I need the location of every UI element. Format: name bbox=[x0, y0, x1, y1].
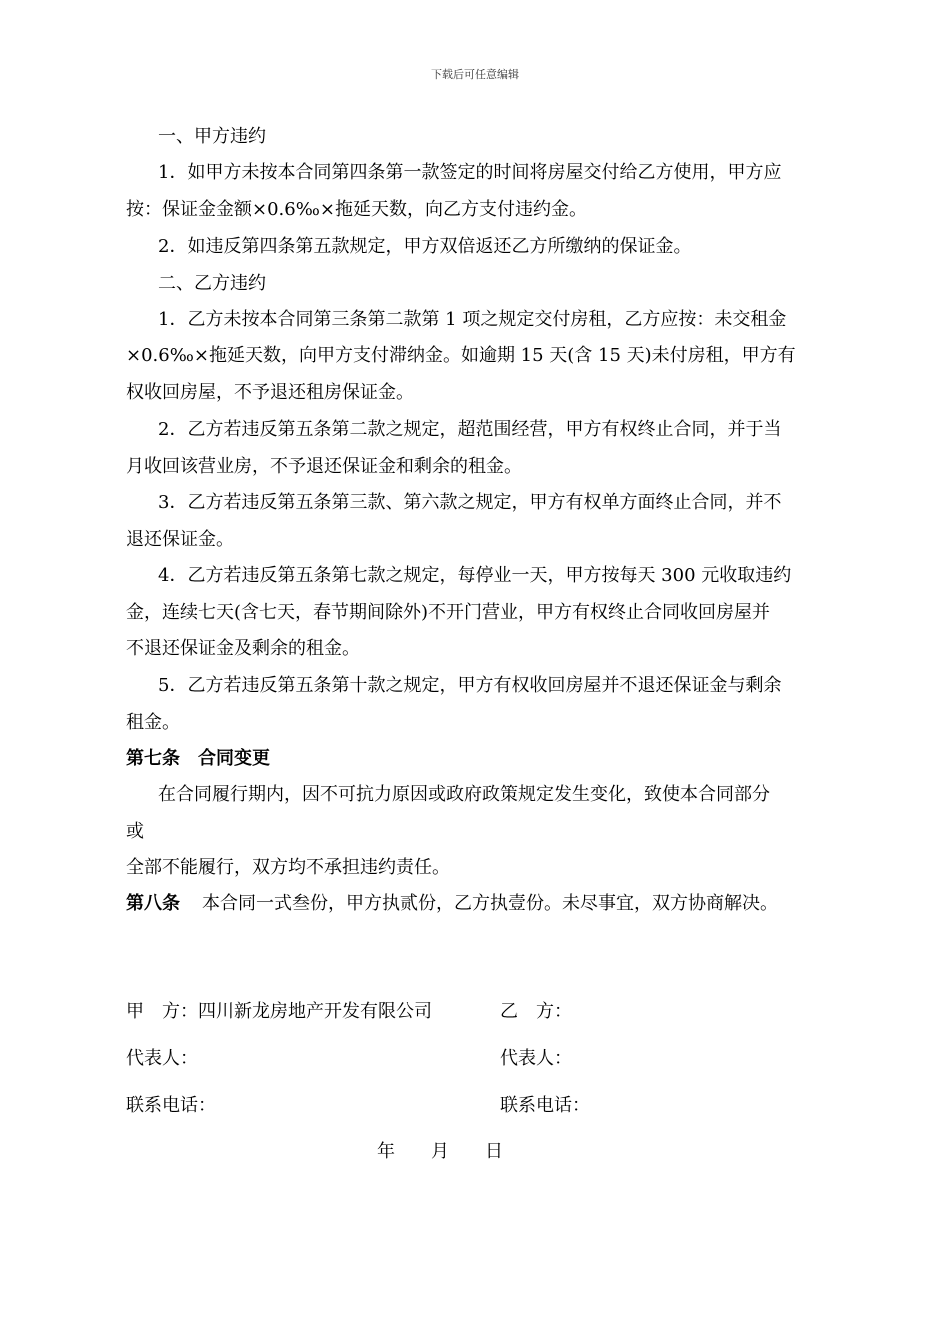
clause-a1-line2: 按：保证金金额×0.6‰×拖延天数，向乙方支付违约金。 bbox=[126, 199, 587, 220]
clause-b2-line2: 月收回该营业房，不予退还保证金和剩余的租金。 bbox=[126, 456, 522, 477]
section-b-title: 二、乙方违约 bbox=[158, 273, 266, 294]
clause-b4-line3: 不退还保证金及剩余的租金。 bbox=[126, 638, 360, 659]
article-8 bbox=[126, 892, 778, 916]
clause-b1-line3: 权收回房屋，不予退还租房保证金。 bbox=[126, 382, 414, 403]
header-note: 下载后可任意编辑 bbox=[431, 68, 519, 81]
section-a-title: 一、甲方违约 bbox=[158, 126, 266, 147]
clause-b2-line1: 2．乙方若违反第五条第二款之规定，超范围经营，甲方有权终止合同，并于当 bbox=[158, 419, 782, 440]
party-a-representative: 代表人： bbox=[126, 1048, 198, 1069]
article-8-title: 第八条 bbox=[126, 893, 180, 914]
party-a-name: 甲 方：四川新龙房地产开发有限公司 bbox=[126, 1001, 432, 1022]
clause-b5-line2: 租金。 bbox=[126, 712, 180, 733]
article-8-text: 本合同一式叁份，甲方执贰份，乙方执壹份。未尽事宜，双方协商解决。 bbox=[202, 893, 778, 914]
party-a-phone: 联系电话： bbox=[126, 1095, 216, 1116]
party-b-name: 乙 方： bbox=[500, 1001, 572, 1022]
article-7-line2: 或 bbox=[126, 821, 144, 842]
clause-b3-line1: 3．乙方若违反第五条第三款、第六款之规定，甲方有权单方面终止合同，并不 bbox=[158, 492, 782, 513]
clause-a1-line1: 1．如甲方未按本合同第四条第一款签定的时间将房屋交付给乙方使用，甲方应 bbox=[158, 162, 782, 183]
article-7-line1: 在合同履行期内，因不可抗力原因或政府政策规定发生变化，致使本合同部分 bbox=[158, 784, 770, 805]
clause-b1-line1: 1．乙方未按本合同第三条第二款第 1 项之规定交付房租，乙方应按：未交租金 bbox=[158, 309, 787, 330]
clause-b5-line1: 5．乙方若违反第五条第十款之规定，甲方有权收回房屋并不退还保证金与剩余 bbox=[158, 675, 782, 696]
party-b-representative: 代表人： bbox=[500, 1048, 572, 1069]
clause-b4-line2: 金，连续七天(含七天，春节期间除外)不开门营业，甲方有权终止合同收回房屋并 bbox=[126, 602, 771, 623]
clause-b1-line2: ×0.6‰×拖延天数，向甲方支付滞纳金。如逾期 15 天(含 15 天)未付房租，甲方有 bbox=[126, 345, 796, 366]
clause-a2-line1: 2．如违反第四条第五款规定，甲方双倍返还乙方所缴纳的保证金。 bbox=[158, 236, 692, 257]
clause-b4-line1: 4．乙方若违反第五条第七款之规定，每停业一天，甲方按每天 300 元收取违约 bbox=[158, 565, 792, 586]
clause-b3-line2: 退还保证金。 bbox=[126, 529, 234, 550]
article-7-title: 第七条 合同变更 bbox=[126, 748, 270, 769]
party-b-phone: 联系电话： bbox=[500, 1095, 590, 1116]
article-7-line3: 全部不能履行，双方均不承担违约责任。 bbox=[126, 857, 450, 878]
signing-date: 年 月 日 bbox=[377, 1141, 503, 1162]
